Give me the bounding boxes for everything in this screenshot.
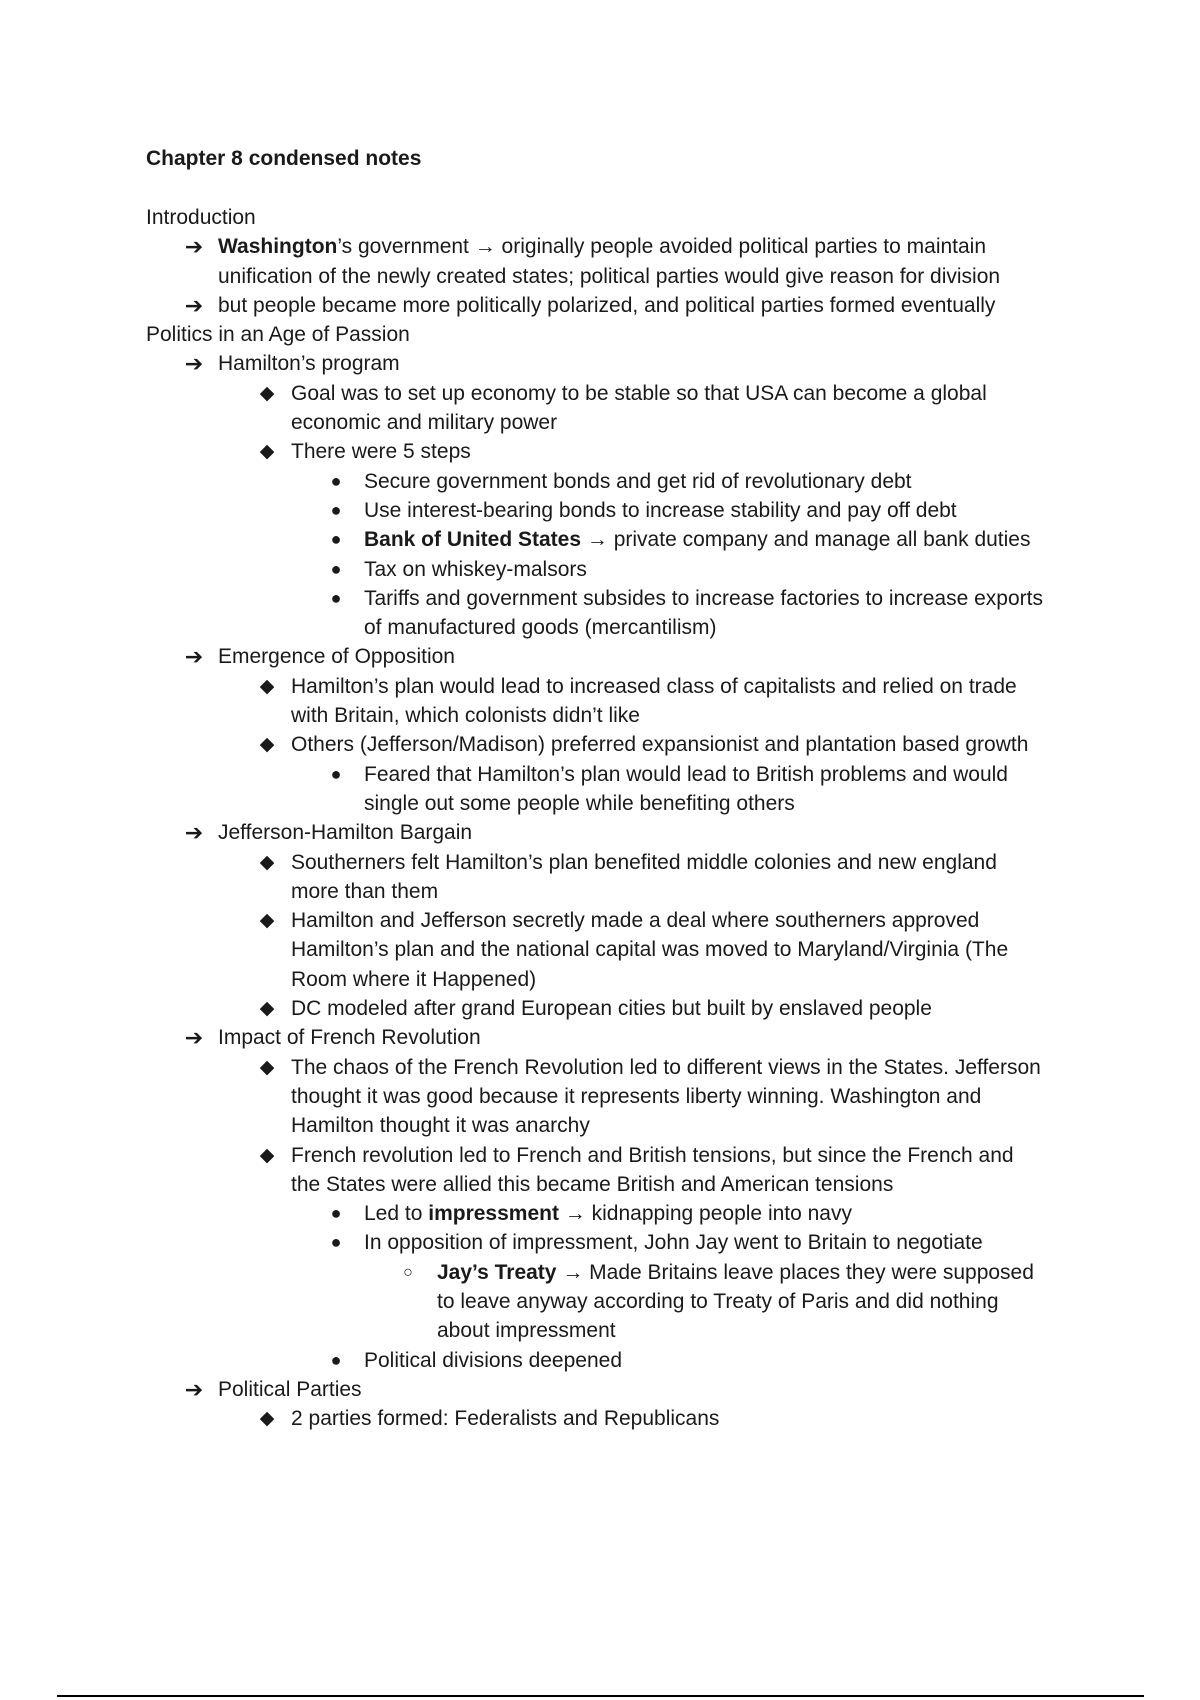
arrow-bullet-icon: ➔ xyxy=(184,644,204,670)
line-text xyxy=(146,203,256,232)
outline-line xyxy=(0,1053,1200,1082)
line-text xyxy=(291,437,471,466)
outline-line xyxy=(0,730,1200,759)
line-text xyxy=(291,935,1008,964)
line-text xyxy=(291,906,979,935)
diamond-bullet-icon: ◆ xyxy=(259,998,275,1020)
line-body: Southerners felt Hamilton’s plan benefited middle colonies and new england xyxy=(291,850,997,874)
dot-bullet-icon: ● xyxy=(330,529,342,550)
line-text xyxy=(291,877,438,906)
outline-line xyxy=(0,848,1200,877)
page-bottom-rule xyxy=(57,1695,1144,1697)
line-text xyxy=(437,1287,999,1316)
page-title: Chapter 8 condensed notes xyxy=(146,147,422,170)
outline-line xyxy=(0,877,1200,906)
line-body: ’s government → originally people avoided political parties to maintain xyxy=(337,235,987,259)
diamond-bullet-icon: ◆ xyxy=(259,1408,275,1430)
line-text xyxy=(364,467,912,496)
diamond-bullet-icon: ◆ xyxy=(259,1144,275,1166)
line-text xyxy=(364,789,795,818)
line-text xyxy=(218,232,986,261)
line-body: → kidnapping people into navy xyxy=(558,1202,852,1226)
outline-line xyxy=(0,789,1200,818)
line-body: Impact of French Revolution xyxy=(218,1026,481,1050)
outline-line xyxy=(0,496,1200,525)
arrow-bullet-icon: ➔ xyxy=(184,1025,204,1051)
bold-term: Washington xyxy=(218,235,338,259)
line-body: French revolution led to French and British tensions, but since the French and xyxy=(291,1143,1014,1167)
arrow-bullet-icon: ➔ xyxy=(184,351,204,377)
outline-line xyxy=(0,1228,1200,1257)
outline-line xyxy=(0,1082,1200,1111)
line-text xyxy=(364,496,957,525)
outline-line xyxy=(0,613,1200,642)
line-text xyxy=(364,584,1043,613)
bold-term: Bank of United States xyxy=(364,528,582,552)
bold-term: Jay’s Treaty xyxy=(437,1260,557,1284)
outline-line xyxy=(0,291,1200,320)
dot-bullet-icon: ● xyxy=(330,470,342,491)
line-text xyxy=(364,1346,622,1375)
line-body: more than them xyxy=(291,879,439,903)
outline-line xyxy=(0,1170,1200,1199)
line-text xyxy=(291,379,987,408)
line-text xyxy=(291,994,932,1023)
line-body: 2 parties formed: Federalists and Republicans xyxy=(291,1407,720,1431)
diamond-bullet-icon: ◆ xyxy=(259,910,275,932)
outline-line xyxy=(0,935,1200,964)
bold-term: impressment xyxy=(428,1202,559,1226)
line-body: single out some people while benefiting others xyxy=(364,791,795,815)
line-text xyxy=(291,1082,981,1111)
line-text xyxy=(364,613,716,642)
dot-bullet-icon: ● xyxy=(330,1232,342,1253)
line-body: → private company and manage all bank duties xyxy=(581,528,1031,552)
line-text xyxy=(291,1141,1014,1170)
line-body: Political Parties xyxy=(218,1377,362,1401)
notes-outline xyxy=(0,203,1200,1433)
line-body: Use interest-bearing bonds to increase stability and pay off debt xyxy=(364,498,957,522)
line-body: of manufactured goods (mercantilism) xyxy=(364,616,717,640)
section-heading xyxy=(0,320,1200,349)
line-body: In opposition of impressment, John Jay went to Britain to negotiate xyxy=(364,1231,983,1255)
line-body: Hamilton and Jefferson secretly made a deal where southerners approved xyxy=(291,909,980,933)
arrow-bullet-icon: ➔ xyxy=(184,234,204,260)
line-body: unification of the newly created states; political parties would give reason for division xyxy=(218,264,1001,288)
outline-line xyxy=(0,379,1200,408)
dot-bullet-icon: ● xyxy=(330,499,342,520)
line-body: Hamilton’s plan and the national capital was moved to Maryland/Virginia (The xyxy=(291,938,1009,962)
line-body: Others (Jefferson/Madison) preferred expansionist and plantation based growth xyxy=(291,733,1029,757)
diamond-bullet-icon: ◆ xyxy=(259,734,275,756)
outline-line xyxy=(0,467,1200,496)
line-text xyxy=(218,1375,362,1404)
arrow-bullet-icon: ➔ xyxy=(184,820,204,846)
line-body: Politics in an Age of Passion xyxy=(146,323,410,347)
line-text xyxy=(291,672,1017,701)
outline-line xyxy=(0,1316,1200,1345)
line-body: Hamilton’s program xyxy=(218,352,400,376)
line-text xyxy=(291,965,536,994)
line-body: with Britain, which colonists didn’t like xyxy=(291,704,640,728)
line-prefix: Led to xyxy=(364,1202,429,1226)
outline-line xyxy=(0,1404,1200,1433)
dot-bullet-icon: ● xyxy=(330,763,342,784)
line-text xyxy=(437,1258,1034,1287)
outline-line xyxy=(0,906,1200,935)
outline-line xyxy=(0,437,1200,466)
outline-line xyxy=(0,1111,1200,1140)
arrow-bullet-icon: ➔ xyxy=(184,1376,204,1402)
line-body: the States were allied this became British and American tensions xyxy=(291,1172,894,1196)
line-body: Secure government bonds and get rid of revolutionary debt xyxy=(364,469,912,493)
section-heading xyxy=(0,203,1200,232)
line-body: Emergence of Opposition xyxy=(218,645,455,669)
outline-line xyxy=(0,672,1200,701)
line-text xyxy=(291,730,1028,759)
line-text xyxy=(218,642,455,671)
outline-line xyxy=(0,408,1200,437)
line-body: → Made Britains leave places they were supposed xyxy=(556,1260,1034,1284)
outline-line xyxy=(0,232,1200,261)
line-body: economic and military power xyxy=(291,411,558,435)
line-body: Introduction xyxy=(146,206,256,229)
outline-line xyxy=(0,1023,1200,1052)
line-text xyxy=(218,818,472,847)
line-body: Goal was to set up economy to be stable so that USA can become a global xyxy=(291,381,987,405)
line-body: Tariffs and government subsides to increase factories to increase exports xyxy=(364,586,1043,610)
line-text xyxy=(364,1199,852,1228)
line-body: thought it was good because it represents liberty winning. Washington and xyxy=(291,1084,982,1108)
line-body: but people became more politically polarized, and political parties formed eventually xyxy=(218,293,996,317)
diamond-bullet-icon: ◆ xyxy=(259,441,275,463)
line-text xyxy=(364,760,1008,789)
dot-bullet-icon: ● xyxy=(330,587,342,608)
outline-line xyxy=(0,262,1200,291)
outline-line xyxy=(0,760,1200,789)
diamond-bullet-icon: ◆ xyxy=(259,1056,275,1078)
outline-line xyxy=(0,994,1200,1023)
line-text xyxy=(291,701,640,730)
outline-line xyxy=(0,349,1200,378)
line-body: to leave anyway according to Treaty of Paris and did nothing xyxy=(437,1289,999,1313)
outline-line xyxy=(0,1199,1200,1228)
outline-line xyxy=(0,818,1200,847)
line-text xyxy=(364,555,587,584)
line-text xyxy=(437,1316,616,1345)
line-body: Room where it Happened) xyxy=(291,967,537,991)
arrow-bullet-icon: ➔ xyxy=(184,292,204,318)
line-body: There were 5 steps xyxy=(291,440,471,464)
outline-line xyxy=(0,584,1200,613)
line-text xyxy=(218,262,1000,291)
line-body: The chaos of the French Revolution led to different views in the States. Jefferson xyxy=(291,1055,1041,1079)
line-text xyxy=(364,1228,983,1257)
outline-line xyxy=(0,1287,1200,1316)
line-text xyxy=(291,1170,893,1199)
line-body: Hamilton thought it was anarchy xyxy=(291,1114,590,1138)
line-body: DC modeled after grand European cities but built by enslaved people xyxy=(291,997,932,1021)
line-text xyxy=(291,1111,590,1140)
outline-line xyxy=(0,1258,1200,1287)
line-body: Hamilton’s plan would lead to increased class of capitalists and relied on trade xyxy=(291,674,1017,698)
dot-bullet-icon: ● xyxy=(330,558,342,579)
line-text xyxy=(291,1404,719,1433)
diamond-bullet-icon: ◆ xyxy=(259,851,275,873)
outline-line xyxy=(0,1346,1200,1375)
diamond-bullet-icon: ◆ xyxy=(259,382,275,404)
line-body: about impressment xyxy=(437,1319,616,1343)
dot-bullet-icon: ● xyxy=(330,1349,342,1370)
outline-line xyxy=(0,642,1200,671)
outline-line xyxy=(0,525,1200,554)
line-text xyxy=(291,1053,1041,1082)
line-text xyxy=(291,408,557,437)
outline-line xyxy=(0,1375,1200,1404)
line-body: Feared that Hamilton’s plan would lead to British problems and would xyxy=(364,762,1008,786)
line-text xyxy=(218,291,995,320)
outline-line xyxy=(0,701,1200,730)
line-text xyxy=(291,848,997,877)
line-body: Tax on whiskey-malsors xyxy=(364,557,587,581)
line-text xyxy=(218,1023,481,1052)
line-body: Jefferson-Hamilton Bargain xyxy=(218,821,473,845)
line-body: Political divisions deepened xyxy=(364,1348,622,1372)
outline-line xyxy=(0,555,1200,584)
line-text xyxy=(218,349,400,378)
outline-line xyxy=(0,965,1200,994)
outline-line xyxy=(0,1141,1200,1170)
dot-bullet-icon: ● xyxy=(330,1203,342,1224)
diamond-bullet-icon: ◆ xyxy=(259,675,275,697)
circle-bullet-icon: ○ xyxy=(403,1263,413,1281)
line-text xyxy=(146,320,410,349)
line-text xyxy=(364,525,1030,554)
